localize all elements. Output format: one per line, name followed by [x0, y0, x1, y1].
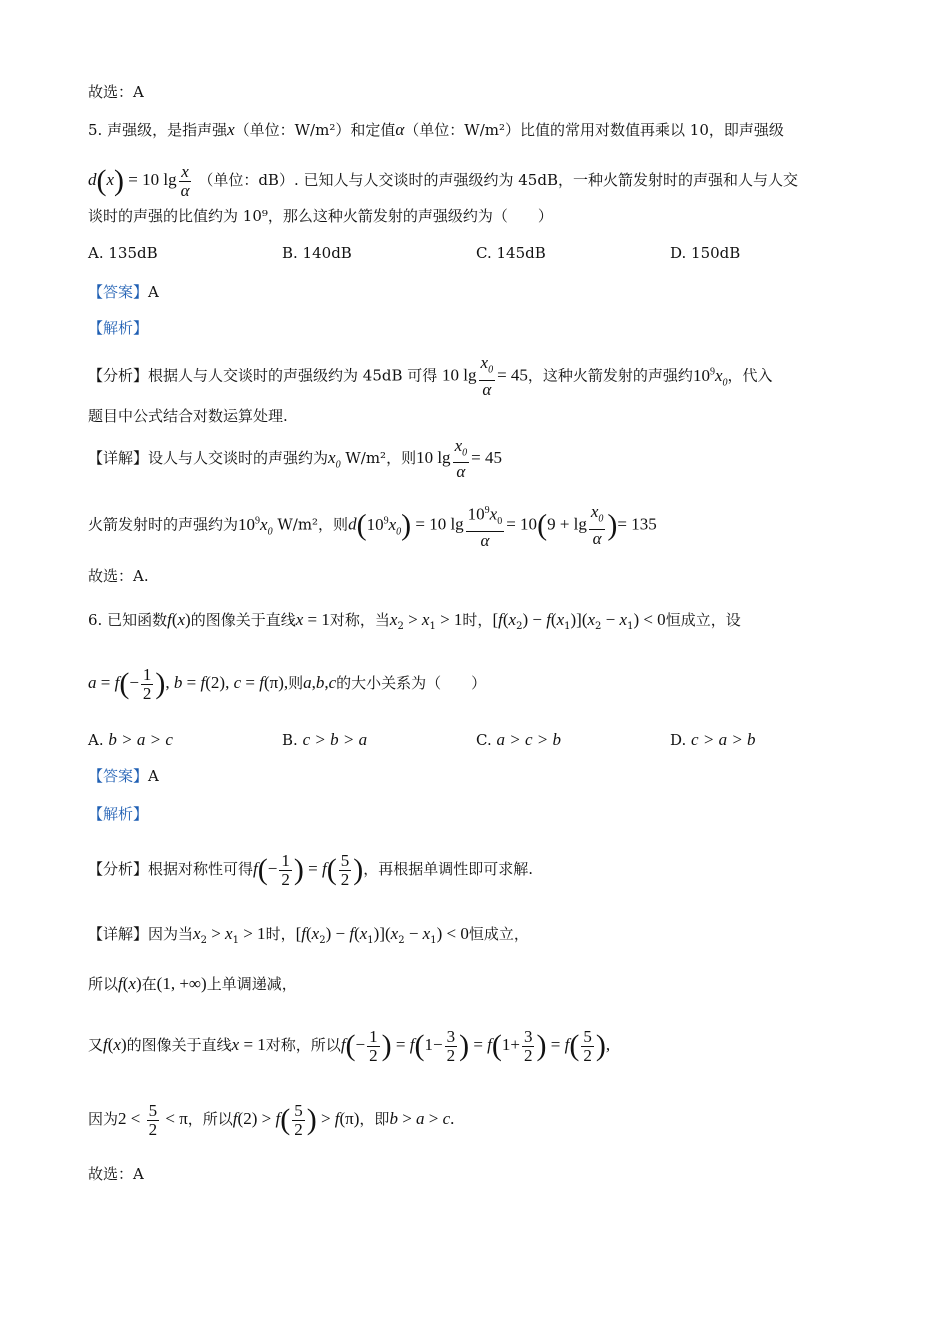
- q5-fenxi-line-2: 题目中公式结合对数运算处理.: [88, 407, 288, 425]
- q5-stem-line-1: 5. 声强级，是指声强x（单位：W/m²）和定值α（单位：W/m²）比值的常用对数值再乘以 10，即声强级: [88, 120, 784, 139]
- q5-option-b: B. 140dB: [282, 244, 352, 262]
- q6-answer: 【答案】A: [88, 767, 159, 785]
- q6-stem-line-2: a = f(− $\frac{1}{2}$ ), b = f(2), c = f(π),则a,b,c的大小关系为（ ）: [88, 664, 487, 703]
- q6-stem-line-1: 6. 已知函数f(x)的图像关于直线x = 1对称，当$x_2 > x_1 > 1$时，$[f(x_2) - f(x_1)](x_2 - x_1) < 0$恒成立，设: [88, 610, 741, 632]
- q6-option-a: A. b > a > c: [88, 730, 173, 749]
- q5-option-a: A. 135dB: [88, 244, 158, 262]
- q6-line-4: 因为2 < $\frac{5}{2}$ < π，所以f(2) > f( $\frac{5}{2}$ ) > f(π)，即b > a > c.: [88, 1100, 455, 1139]
- q6-xiangjie-line-1: 【详解】因为当$x_2 > x_1 > 1$时，$[f(x_2) - f(x_1)](x_2 - x_1) < 0$恒成立，: [88, 924, 529, 946]
- q6-option-d: D. c > a > b: [670, 730, 756, 749]
- q5-analysis-tag: 【解析】: [88, 319, 149, 337]
- q5-option-c: C. 145dB: [476, 244, 546, 262]
- q5-stem-line-2: d(x) = 10 lg $\frac{x}{\alpha}$ （单位：dB）. 已知人与人交谈时的声强级约为 45dB，一种火箭发射时的声强和人与人交: [88, 161, 798, 200]
- q5-conclusion: 故选：A.: [88, 567, 149, 585]
- q4-conclusion: 故选：A: [88, 83, 144, 101]
- q5-xiangjie-line-1: 【详解】设人与人交谈时的声强约为$x_0$ W/m²，则10 lg $\frac{x_0}{\alpha}$ = 45: [88, 435, 502, 482]
- q5-answer: 【答案】A: [88, 283, 159, 301]
- q6-conclusion: 故选：A: [88, 1165, 144, 1183]
- q6-option-b: B. c > b > a: [282, 730, 368, 749]
- q6-line-2: 所以f(x)在(1, +∞)上单调递减，: [88, 974, 297, 993]
- q6-line-3: 又f(x)的图像关于直线x = 1对称，所以f(− $\frac{1}{2}$ ) = f(1− $\frac{3}{2}$ ) = f(1+ $\frac{3}{2}$ ) = f( $\frac{5}{2}$ ),: [88, 1026, 611, 1065]
- q5-xiangjie-line-2: 火箭发射时的声强约为$10^9x_0$ W/m²，则$d(10^9x_0) = 10$ lg $\frac{10^9x_0}{\alpha}$ = 10(9 + lg $\frac{x_0}{\alpha}$ )= 135: [88, 502, 657, 550]
- q6-option-c: C. a > c > b: [476, 730, 561, 749]
- q5-option-d: D. 150dB: [670, 244, 741, 262]
- q5-stem-line-3: 谈时的声强的比值约为 10⁹，那么这种火箭发射的声强级约为（ ）: [88, 207, 553, 225]
- q6-fenxi: 【分析】根据对称性可得f(− $\frac{1}{2}$ ) = f( $\frac{5}{2}$ )，再根据单调性即可求解.: [88, 850, 533, 889]
- q6-analysis-tag: 【解析】: [88, 805, 149, 823]
- q5-fenxi-line-1: 【分析】根据人与人交谈时的声强级约为 45dB 可得 10 lg $\frac{x_0}{\alpha}$ = 45，这种火箭发射的声强约$10^9x_0$，代入: [88, 353, 773, 399]
